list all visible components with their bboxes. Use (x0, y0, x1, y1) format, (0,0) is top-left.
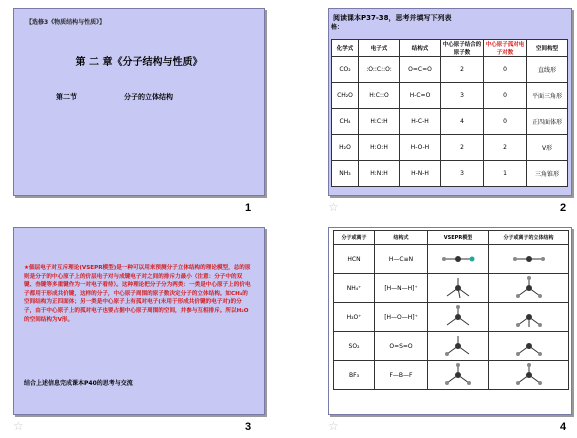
star-icon[interactable]: ☆ (328, 419, 339, 433)
course-tag: 【选修3《物质结构与性质》】 (26, 19, 106, 26)
slide-thumbnail-1[interactable] (13, 8, 265, 196)
table-row: CO₂ :O::C::O: O=C=O 2 0 直线形 (332, 57, 568, 83)
slide-thumbnail-4[interactable] (328, 227, 572, 415)
slide3-footer: 结合上述信息完成课本P40的思考与交流 (24, 380, 133, 387)
linear-shape-icon (509, 252, 549, 266)
slide-number-4: 4 (560, 421, 567, 433)
trigonal-model-icon (443, 334, 473, 358)
trigonal-model-icon (443, 363, 473, 387)
table-row: CH₄ H:C:H H-C-H 4 0 正四面体形 (332, 109, 568, 135)
bent-shape-icon (514, 334, 544, 358)
trigonal-shape-icon (514, 363, 544, 387)
table-row: SO₂ O=S=O (334, 332, 569, 361)
star-icon[interactable]: ☆ (328, 200, 339, 214)
table-header-row: 化学式 电子式 结构式 中心原子结合的原子数 中心原子孤对电子对数 空间构型 (332, 40, 568, 57)
section-title: 分子的立体结构 (124, 93, 173, 101)
tetrahedral-model-icon (443, 305, 473, 329)
slide-number-2: 2 (560, 202, 567, 214)
slide-thumbnail-3[interactable] (13, 227, 265, 415)
table-row: CH₂O H:C::O H-C=O 3 0 平面三角形 (332, 83, 568, 109)
tetrahedral-shape-icon (514, 276, 544, 300)
vsepr-explanation: ★価层电子对互斥理论(VSEPR模型)是一种可以用来预测分子立体结构的理论模型，总的原则是分子的中心原子上的价层电子对与成键电子对之间的排斥力最小（注意：分子中的双键、叁键等多重键作为一对电子看待）。这种理论把分子分为两类：一类是中心原子上的价电子都用于形成共价键，这样的分子，中心原子周围的原子数决定分子的立体结构。如CH₄的空间结构为正四面体；另一类是中心原子上有孤对电子(未用于形成共价键的电子对)的分子，由于中心原子上的孤对电子也要占据中心原子周围的空间，并参与互相排斥。所以H₂O的空间结构为V形。 (24, 265, 251, 323)
slide-thumbnail-2[interactable] (328, 8, 572, 196)
star-icon[interactable]: ☆ (13, 419, 24, 433)
section-label: 第二节 (56, 93, 77, 101)
slide-number-1: 1 (245, 202, 252, 214)
linear-model-icon (438, 252, 478, 266)
table-row: HCN H—C≡N (334, 245, 569, 274)
table-header-row: 分子或离子 结构式 VSEPR模型 分子或离子的立体结构 (334, 231, 569, 245)
slide2-heading: 阅读课本P37-38，思考并填写下列表 (333, 14, 452, 22)
chapter-title: 第 二 章《分子结构与性质》 (75, 57, 203, 68)
pyramidal-shape-icon (514, 305, 544, 329)
tetrahedral-model-icon (443, 276, 473, 300)
slide-number-3: 3 (245, 421, 252, 433)
table-row: H₂O H:O:H H-O-H 2 2 V形 (332, 135, 568, 161)
table-row: NH₄⁺ [H—N—H]⁺ (334, 274, 569, 303)
table-row: BF₃ F—B—F (334, 361, 569, 390)
vsepr-table (333, 230, 569, 390)
table-row: NH₃ H:N:H H-N-H 3 1 三角锥形 (332, 161, 568, 187)
slide2-subheading: 格： (331, 24, 344, 31)
molecule-table (331, 39, 568, 187)
table-row: H₃O⁺ [H—O—H]⁺ (334, 303, 569, 332)
